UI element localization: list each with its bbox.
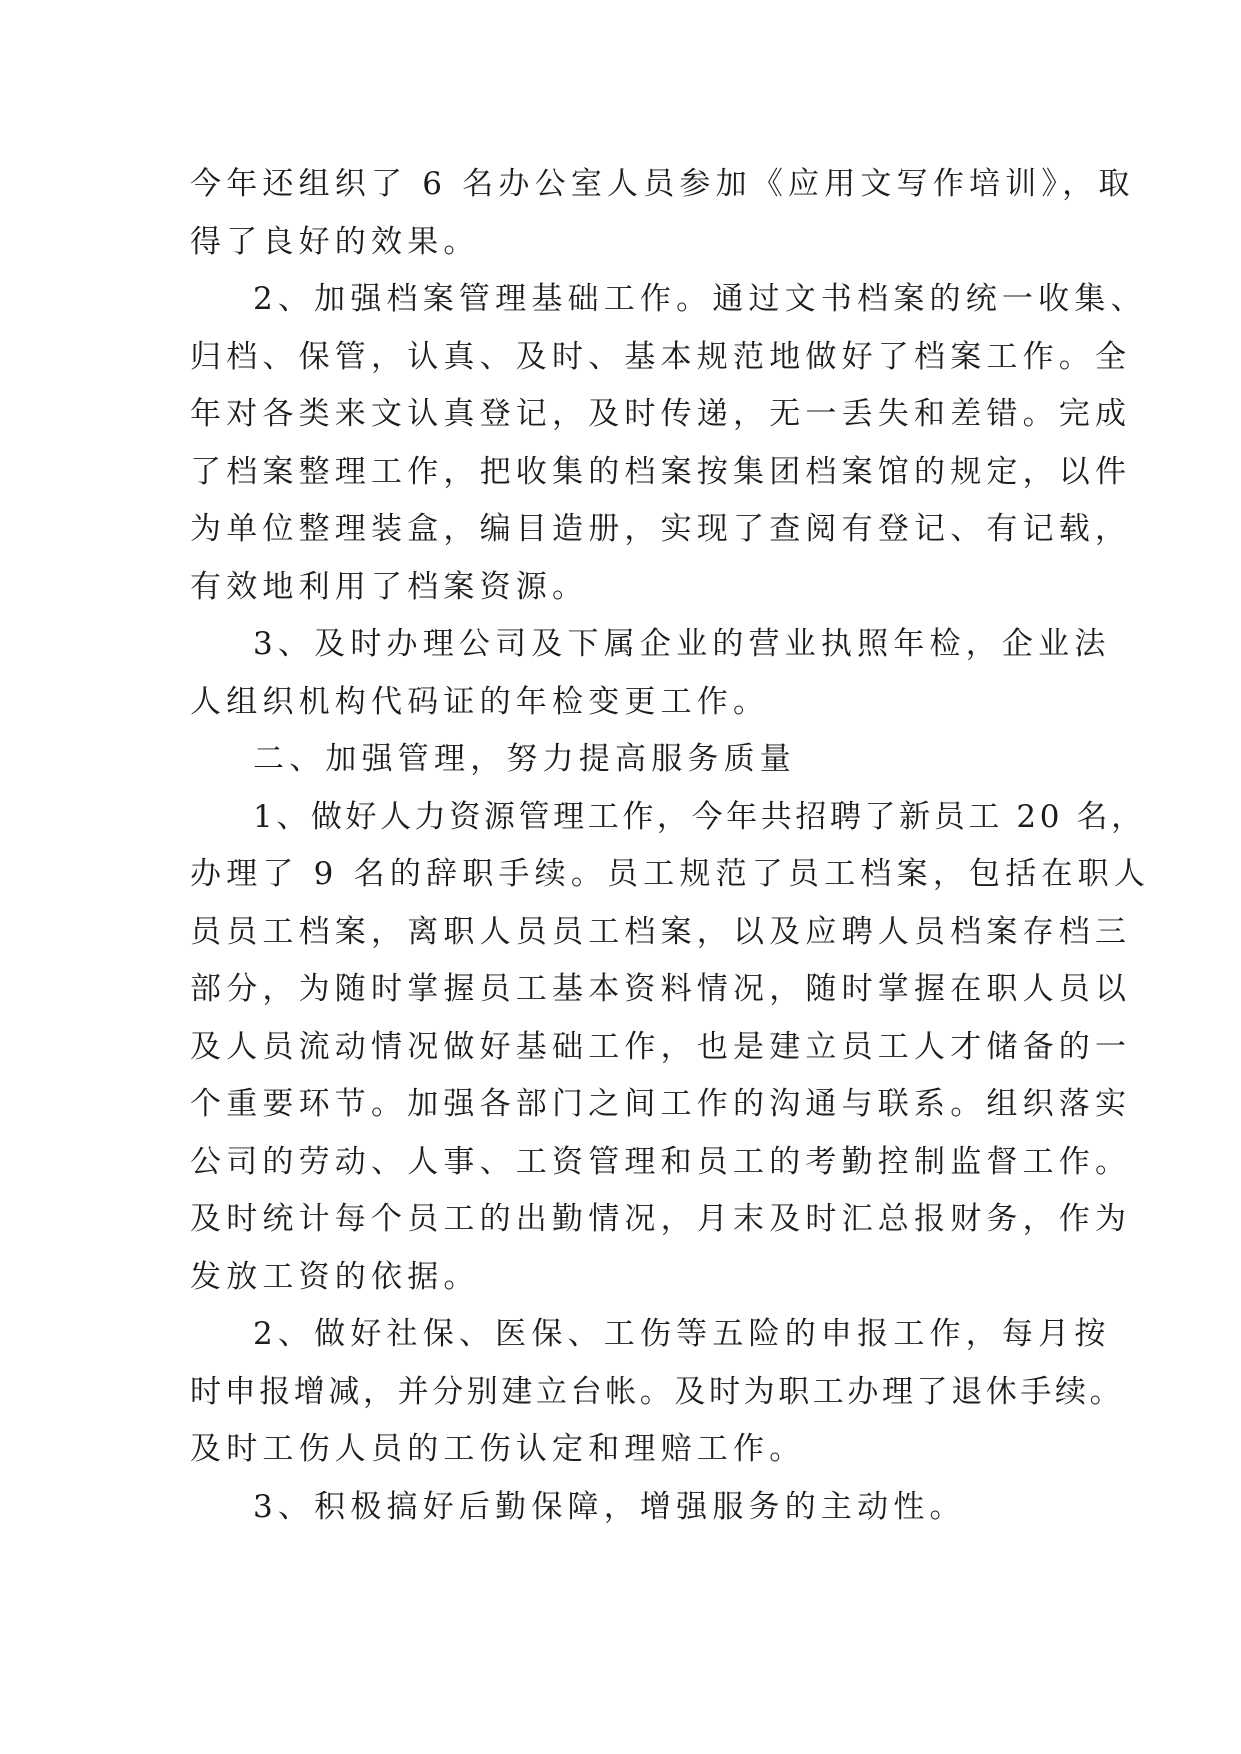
paragraph-line: 为单位整理装盒，编目造册，实现了查阅有登记、有记载，	[190, 511, 1132, 547]
paragraph-line: 及时工伤人员的工伤认定和理赔工作。	[190, 1431, 806, 1467]
section-heading: 二、加强管理，努力提高服务质量	[253, 741, 796, 777]
paragraph-line: 员员工档案，离职人员员工档案，以及应聘人员档案存档三	[190, 914, 1132, 950]
paragraph-line: 公司的劳动、人事、工资管理和员工的考勤控制监督工作。	[190, 1144, 1132, 1180]
paragraph-line: 得了良好的效果。	[190, 224, 480, 260]
paragraph-line: 有效地利用了档案资源。	[190, 569, 589, 605]
paragraph-line: 3、积极搞好后勤保障，增强服务的主动性。	[253, 1489, 966, 1525]
paragraph-line: 发放工资的依据。	[190, 1259, 480, 1295]
paragraph-line: 及人员流动情况做好基础工作，也是建立员工人才储备的一	[190, 1029, 1132, 1065]
paragraph-line: 年对各类来文认真登记，及时传递，无一丢失和差错。完成	[190, 396, 1132, 432]
paragraph-line: 归档、保管，认真、及时、基本规范地做好了档案工作。全	[190, 339, 1132, 375]
paragraph-line: 2、做好社保、医保、工伤等五险的申报工作，每月按	[253, 1316, 1111, 1352]
paragraph-line: 办理了 9 名的辞职手续。员工规范了员工档案，包括在职人	[190, 856, 1151, 892]
paragraph-line: 了档案整理工作，把收集的档案按集团档案馆的规定，以件	[190, 454, 1132, 490]
paragraph-line: 今年还组织了 6 名办公室人员参加《应用文写作培训》，取	[190, 166, 1135, 202]
paragraph-line: 3、及时办理公司及下属企业的营业执照年检，企业法	[253, 626, 1111, 662]
paragraph-line: 人组织机构代码证的年检变更工作。	[190, 684, 770, 720]
paragraph-line: 个重要环节。加强各部门之间工作的沟通与联系。组织落实	[190, 1086, 1132, 1122]
paragraph-line: 及时统计每个员工的出勤情况，月末及时汇总报财务，作为	[190, 1201, 1132, 1237]
paragraph-line: 2、加强档案管理基础工作。通过文书档案的统一收集、	[253, 281, 1147, 317]
paragraph-line: 时申报增减，并分别建立台帐。及时为职工办理了退休手续。	[190, 1374, 1125, 1410]
paragraph-line: 部分，为随时掌握员工基本资料情况，随时掌握在职人员以	[190, 971, 1132, 1007]
paragraph-line: 1、做好人力资源管理工作，今年共招聘了新员工 20 名，	[253, 799, 1146, 835]
